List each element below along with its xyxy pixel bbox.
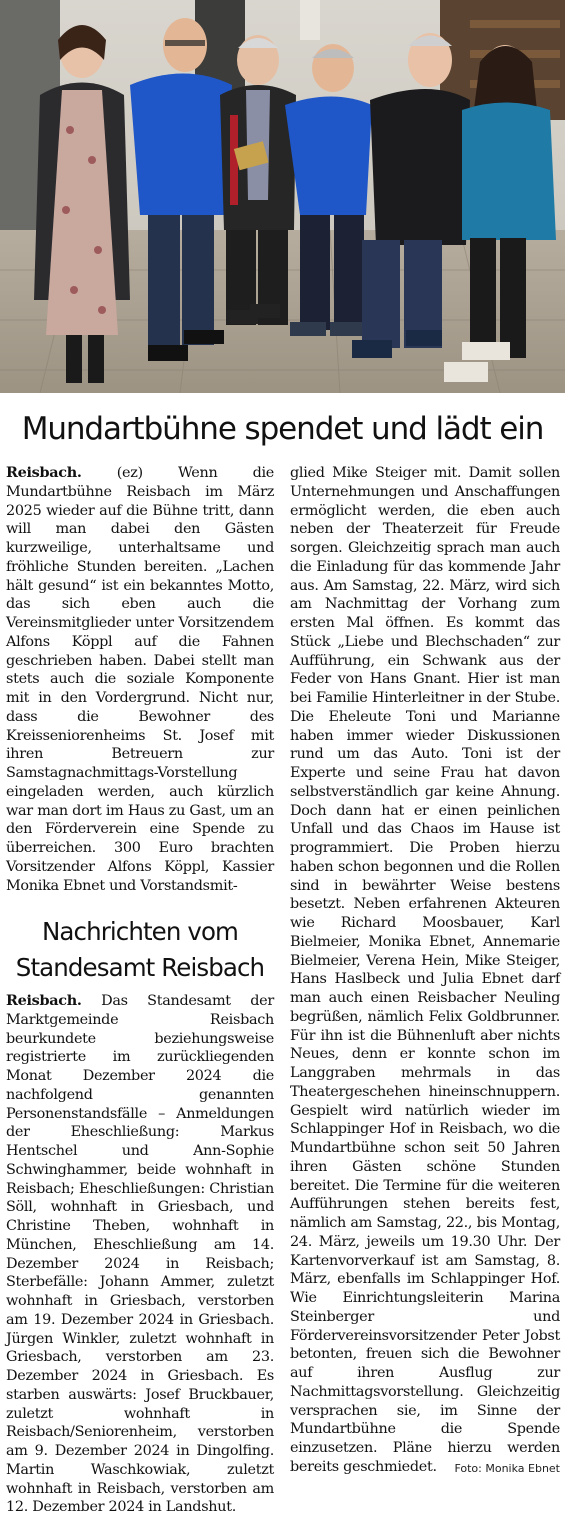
article2-body [6,992,274,1517]
article2-headline-line1: Nachrichten vom [41,917,239,946]
article-body-right [290,464,560,1479]
group-photo-image [0,0,565,393]
group-photo [0,0,565,393]
article-headline: Mundartbühne spendet und lädt ein [21,411,544,447]
article-dateline: Reisbach. [6,464,82,481]
article2-body-text: Das Standesamt der Marktgemeinde Reisbach beurkundete beziehungsweise registrierte im zurückliegenden Monat Dezember 2024 die nachfolgend genannten Personenstandsfälle – Anmeldungen der Eheschließung: Markus Hentschel und Ann-Sophie Schwinghammer, beide wohnhaft in Reisbach; Eheschließungen: Christian Söll, wohnhaft in Griesbach, und Christine Theben, wohnhaft in München, Eheschließung am 14. Dezember 2024 in Reisbach; Sterbefälle: Johann Ammer, zuletzt wohnhaft in Griesbach, verstorben am 19. Dezember 2024 in Griesbach. Jürgen Winkler, zuletzt wohnhaft in Griesbach, verstorben am 23. Dezember 2024 in Griesbach. Es starben auswärts: Josef Bruckbauer, zuletzt wohnhaft in Reisbach/Seniorenheim, verstorben am 9. Dezember 2024 in Dingolfing. Martin Waschkowiak, zuletzt wohnhaft in Reisbach, verstorben am 12. Dezember 2024 in Landshut. [6,993,274,1516]
article-body-left [6,464,274,895]
article-body-left-text: (ez) Wenn die Mundartbühne Reisbach im März 2025 wieder auf die Bühne tritt, dann will man dabei den Gästen kurzweilige, unterhaltsame und fröhliche Stunden bereiten. „Lachen hält gesund“ ist ein bekanntes Motto, das sich eben auch die Vereinsmitglieder unter Vorsitzendem Alfons Köppl auf die Fahnen geschrieben haben. Dabei stellt man stets auch die soziale Komponente mit in den Vordergrund. Nicht nur, dass die Bewohner des Kreisseniorenheims St. Josef mit ihren Betreuern zur Samstagnachmittags-Vorstellung eingeladen werden, auch kürzlich war man dort im Haus zu Gast, um an den Förderverein eine Spende zu überreichen. 300 Euro brachten Vorsitzender Alfons Köppl, Kassier Monika Ebnet und Vorstandsmit- [6,465,274,894]
article2-headline-line2: Standesamt Reisbach [15,953,265,982]
article2-headline [0,914,280,986]
article-body-right-text: glied Mike Steiger mit. Damit sollen Unternehmungen und Anschaffungen ermöglicht werden, die eben auch neben der Theaterzeit für Freude sorgen. Gleichzeitig sprach man auch die Einladung für das kommende Jahr aus. Am Samstag, 22. März, wird sich am Nachmittag der Vorhang zum ersten Mal öffnen. Es kommt das Stück „Liebe und Blechschaden“ zur Aufführung, ein Schwank aus der Feder von Hans Gnant. Hier ist man bei Familie Hinterleitner in der Stube. Die Eheleute Toni und Marianne haben immer wieder Diskussionen rund um das Auto. Toni ist der Experte und seine Frau hat davon selbstverständlich gar keine Ahnung. Doch dann hat er einen peinlichen Unfall und das Chaos im Hause ist programmiert. Die Proben hierzu haben schon begonnen und die Rollen sind in bewährter Weise bestens besetzt. Neben erfahrenen Akteuren wie Richard Moosbauer, Karl Bielmeier, Monika Ebnet, Annemarie Bielmeier, Verena Hein, Mike Steiger, Hans Haslbeck und Julia Ebnet darf man auch einen Reisbacher Neuling begrüßen, nämlich Felix Goldbrunner. Für ihn ist die Bühnenluft aber nichts Neues, denn er konnte schon im Langgraben mehrmals in das Theatergeschehen hineinschnuppern. Gespielt wird natürlich wieder im Schlappinger Hof in Reisbach, wo die Mundartbühne schon seit 50 Jahren ihren Gästen schöne Stunden bereitet. Die Termine für die weiteren Aufführungen stehen bereits fest, nämlich am Samstag, 22., bis Montag, 24. März, jeweils um 19.30 Uhr. Der Kartenvorverkauf ist am Samstag, 8. März, ebenfalls im Schlappinger Hof. Wie Einrichtungsleiterin Marina Steinberger und Fördervereinsvorsitzender Peter Jobst betonten, freuen sich die Bewohner auf ihren Ausflug zur Nachmittagsvorstellung. Gleichzeitig versprachen sie, im Sinne der Mundartbühne die Spende einzusetzen. Pläne hierzu werden bereits geschmiedet. [290,465,560,1475]
photo-credit: Foto: Monika Ebnet [454,1461,560,1475]
article2-dateline: Reisbach. [6,992,82,1009]
